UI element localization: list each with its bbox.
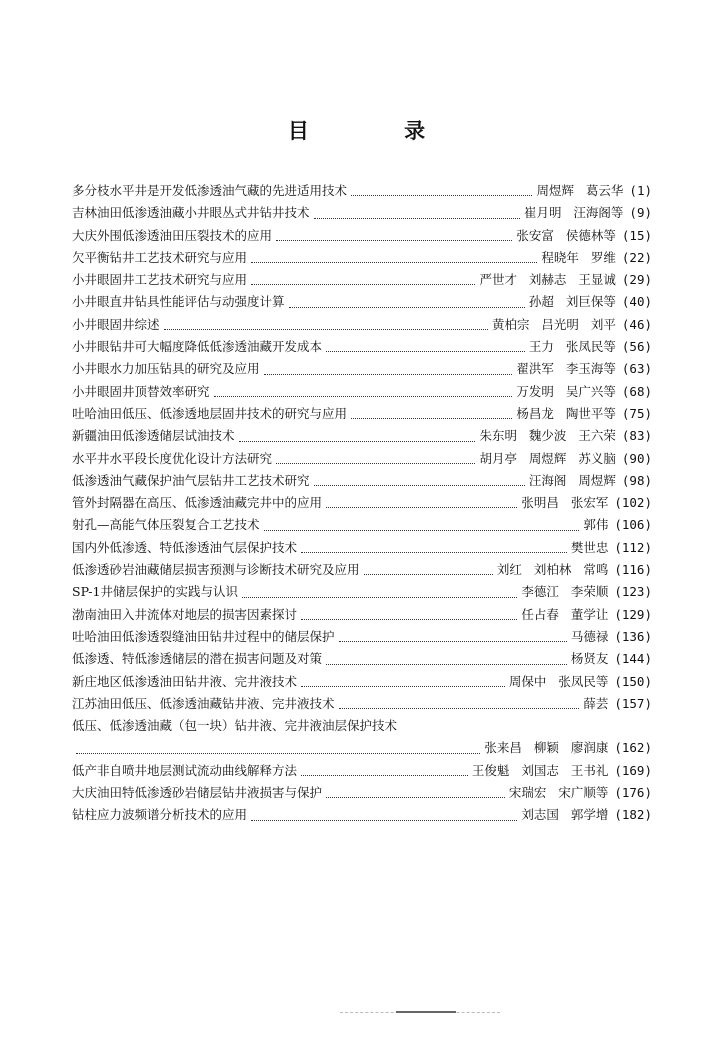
- toc-entry-authors: 刘志国 郭学增: [521, 807, 609, 823]
- leader-dots: [251, 820, 517, 821]
- toc-entry-page: (106): [614, 517, 652, 533]
- table-of-contents: [72, 180, 652, 827]
- toc-entry-authors: 杨贤友: [570, 651, 609, 667]
- toc-entry: [72, 202, 652, 224]
- toc-entry-authors: 朱东明 魏少波 王六荣: [479, 428, 616, 444]
- toc-entry-authors: 崔月明 汪海阁等: [523, 205, 624, 221]
- toc-entry-title: 江苏油田低压、低渗透油藏钻井液、完井液技术: [72, 695, 335, 711]
- toc-entry-page: (75): [621, 405, 652, 421]
- toc-entry-title: 小井眼钻井可大幅度降低低渗透油藏开发成本: [72, 339, 323, 355]
- toc-entry: [72, 760, 652, 782]
- leader-dots: [289, 307, 525, 308]
- toc-entry: [72, 492, 652, 514]
- leader-dots: [301, 619, 517, 620]
- toc-entry-page: (102): [614, 495, 652, 511]
- leader-dots: [314, 218, 520, 219]
- toc-entry-title: 钻柱应力波频谱分析技术的应用: [72, 807, 248, 823]
- toc-entry-title: 小井眼直井钻具性能评估与动强度计算: [72, 294, 285, 310]
- toc-entry-authors: 任占春 董学让: [521, 606, 609, 622]
- toc-entry: [72, 604, 652, 626]
- toc-entry-page: (40): [621, 294, 652, 310]
- leader-dots: [351, 195, 532, 196]
- toc-entry: [72, 559, 652, 581]
- toc-entry-authors: 严世才 刘赫志 王显诚: [479, 272, 616, 288]
- toc-entry-authors: 郭伟: [583, 517, 609, 533]
- toc-entry-authors: 周煜辉 葛云华: [536, 183, 624, 198]
- toc-entry-page: (22): [621, 249, 652, 265]
- toc-entry-page: (157): [614, 695, 652, 711]
- toc-entry-authors: 张安富 侯德林等: [516, 227, 616, 243]
- toc-entry-authors: 薛芸: [583, 695, 609, 711]
- toc-entry-title: 新庄地区低渗透油田钻井液、完井液技术: [72, 673, 298, 689]
- toc-entry: [72, 247, 652, 269]
- toc-entry-authors: 张明昌 张宏军: [521, 495, 609, 511]
- toc-entry-page: (15): [621, 227, 652, 243]
- leader-dots: [301, 552, 567, 553]
- leader-dots: [326, 507, 517, 508]
- toc-entry-page: (98): [621, 472, 652, 488]
- toc-entry-title: 管外封隔器在高压、低渗透油藏完井中的应用: [72, 495, 323, 511]
- toc-entry-authors: 程晓年 罗维: [541, 249, 616, 265]
- toc-entry-title: 小井眼固井顶替效率研究: [72, 383, 210, 399]
- leader-dots: [351, 418, 512, 419]
- toc-entry-authors: 汪海阁 周煜辉: [528, 472, 616, 488]
- toc-entry: [72, 671, 652, 693]
- toc-entry: [72, 537, 652, 559]
- toc-entry-authors: 刘红 刘柏林 常鸣: [496, 562, 609, 578]
- toc-entry-authors: 李德江 李荣顺: [521, 584, 609, 600]
- scan-artifact: [340, 1012, 500, 1014]
- toc-entry: [72, 180, 652, 202]
- toc-entry-page: (68): [621, 383, 652, 399]
- toc-entry: [72, 782, 652, 804]
- toc-entry-page: (1): [629, 183, 652, 198]
- toc-entry-authors: 宋瑞宏 宋广顺等: [508, 785, 609, 801]
- toc-entry-authors: 王俊魁 刘国志 王书礼: [471, 762, 609, 778]
- toc-entry: [72, 648, 652, 670]
- toc-entry-authors: 黄柏宗 吕光明 刘平: [491, 316, 616, 332]
- toc-entry-title: 小井眼固井工艺技术研究与应用: [72, 272, 248, 288]
- toc-entry-authors: 王力 张凤民等: [528, 339, 616, 355]
- toc-entry-title: 吐哈油田低渗透裂缝油田钻井过程中的储层保护: [72, 628, 335, 644]
- toc-entry-title: 低渗透油气藏保护油气层钻井工艺技术研究: [72, 472, 310, 488]
- toc-entry: [72, 291, 652, 313]
- toc-entry-title: 小井眼固井综述: [72, 316, 160, 332]
- toc-entry-title: 新疆油田低渗透储层试油技术: [72, 428, 235, 444]
- toc-entry-title: 多分枝水平井是开发低渗透油气藏的先进适用技术: [72, 183, 348, 198]
- toc-entry-title: 低产非自喷井地层测试流动曲线解释方法: [72, 762, 298, 778]
- toc-entry-title: 渤南油田入井流体对地层的损害因素探讨: [72, 606, 298, 622]
- toc-entry: [72, 425, 652, 447]
- leader-dots: [251, 262, 537, 263]
- toc-entry-title: 水平井水平段长度优化设计方法研究: [72, 450, 273, 466]
- toc-entry: [72, 448, 652, 470]
- toc-entry-page: (136): [614, 628, 652, 644]
- toc-entry-title: 吐哈油田低压、低渗透地层固井技术的研究与应用: [72, 405, 348, 421]
- leader-dots: [326, 664, 567, 665]
- toc-entry: [72, 314, 652, 336]
- toc-entry-authors: 马德禄: [570, 628, 609, 644]
- toc-entry-title: SP-1井储层保护的实践与认识: [72, 584, 238, 600]
- toc-entry-page: (176): [614, 785, 652, 801]
- leader-dots: [264, 374, 513, 375]
- toc-entry-authors: 胡月亭 周煜辉 苏义脑: [479, 450, 616, 466]
- toc-entry-authors: 杨昌龙 陶世平等: [516, 405, 616, 421]
- toc-entry-title: 国内外低渗透、特低渗透油气层保护技术: [72, 539, 298, 555]
- toc-entry-authors: 万发明 吴广兴等: [516, 383, 616, 399]
- toc-entry-title: 低压、低渗透油藏（包一块）钻井液、完井液油层保护技术: [72, 718, 398, 734]
- leader-dots: [76, 753, 480, 754]
- toc-entry: [72, 514, 652, 536]
- leader-dots: [301, 775, 468, 776]
- leader-dots: [214, 396, 513, 397]
- toc-entry-authors: 张来昌 柳颖 廖润康: [484, 740, 609, 756]
- toc-entry-page: (112): [614, 539, 652, 555]
- toc-entry-page: (162): [614, 740, 652, 756]
- leader-dots: [339, 641, 567, 642]
- toc-entry-authors: 周保中 张凤民等: [508, 673, 609, 689]
- toc-entry-page: (29): [621, 272, 652, 288]
- toc-entry-title: 欠平衡钻井工艺技术研究与应用: [72, 249, 248, 265]
- toc-entry-authors: 翟洪军 李玉海等: [516, 361, 616, 377]
- toc-entry-title: 吉林油田低渗透油藏小井眼丛式井钻井技术: [72, 205, 310, 221]
- toc-entry-title: 射孔—高能气体压裂复合工艺技术: [72, 517, 260, 533]
- toc-entry: [72, 804, 652, 826]
- leader-dots: [326, 797, 505, 798]
- toc-entry-page: (129): [614, 606, 652, 622]
- scan-artifact-mark: [396, 1011, 456, 1013]
- toc-entry: [72, 715, 652, 760]
- toc-entry-authors: 孙超 刘巨保等: [528, 294, 616, 310]
- toc-entry: [72, 693, 652, 715]
- toc-entry-page: (123): [614, 584, 652, 600]
- toc-entry-title: 小井眼水力加压钻具的研究及应用: [72, 361, 260, 377]
- toc-entry-title: 大庆外围低渗透油田压裂技术的应用: [72, 227, 273, 243]
- toc-entry-page: (63): [621, 361, 652, 377]
- leader-dots: [326, 351, 525, 352]
- toc-entry-page: (144): [614, 651, 652, 667]
- toc-entry-page: (9): [629, 205, 652, 221]
- toc-entry-page: (90): [621, 450, 652, 466]
- leader-dots: [276, 463, 475, 464]
- toc-entry: [72, 581, 652, 603]
- leader-dots: [264, 530, 580, 531]
- toc-entry: [72, 269, 652, 291]
- leader-dots: [364, 574, 493, 575]
- leader-dots: [251, 284, 475, 285]
- leader-dots: [164, 329, 488, 330]
- leader-dots: [314, 485, 525, 486]
- toc-entry-page: (150): [614, 673, 652, 689]
- toc-entry-page: (56): [621, 339, 652, 355]
- toc-entry-title: 大庆油田特低渗透砂岩储层钻井液损害与保护: [72, 785, 323, 801]
- toc-entry: [72, 470, 652, 492]
- toc-entry: [72, 336, 652, 358]
- toc-entry: [72, 381, 652, 403]
- toc-entry: [72, 403, 652, 425]
- toc-entry-title: 低渗透砂岩油藏储层损害预测与诊断技术研究及应用: [72, 562, 360, 578]
- leader-dots: [301, 686, 505, 687]
- toc-entry: [72, 626, 652, 648]
- toc-entry-title: 低渗透、特低渗透储层的潜在损害问题及对策: [72, 651, 323, 667]
- toc-entry-page: (46): [621, 316, 652, 332]
- leader-dots: [239, 441, 476, 442]
- leader-dots: [276, 240, 512, 241]
- leader-dots: [242, 597, 517, 598]
- page-title: 目 录: [287, 119, 470, 143]
- toc-entry-page: (116): [614, 562, 652, 578]
- toc-entry-page: (169): [614, 762, 652, 778]
- toc-entry-page: (182): [614, 807, 652, 823]
- toc-entry: [72, 225, 652, 247]
- toc-entry-page: (83): [621, 428, 652, 444]
- toc-entry: [72, 358, 652, 380]
- leader-dots: [339, 708, 580, 709]
- toc-entry-authors: 樊世忠: [570, 539, 609, 555]
